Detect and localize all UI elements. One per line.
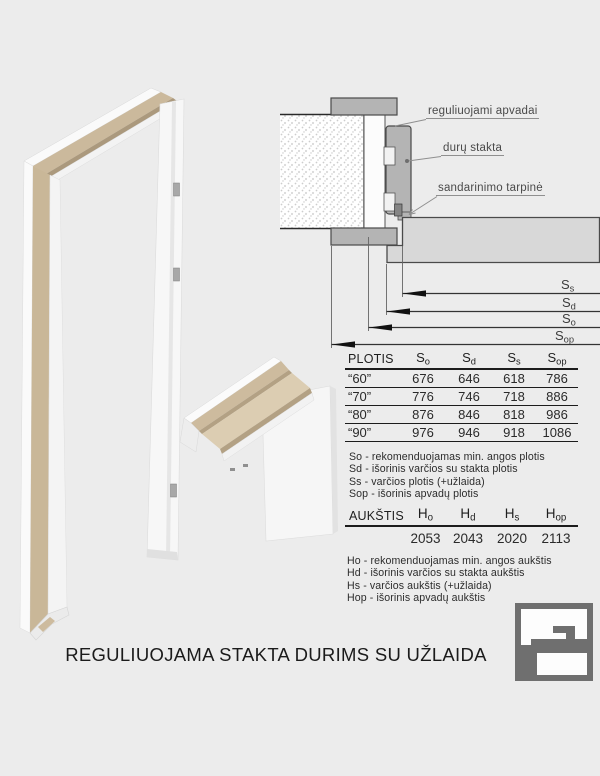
width-table-title: PLOTIS xyxy=(348,352,394,366)
dim-label-sop: $S_{op}$ xyxy=(555,328,575,345)
cell-sd: 746 xyxy=(458,389,480,404)
cell-ss: 718 xyxy=(503,389,525,404)
cell-hs: 2020 xyxy=(496,531,528,546)
width-table-header xyxy=(345,348,578,370)
cell-hop: 2113 xyxy=(541,531,571,546)
legend-line: So - rekomenduojamas min. angos plotis xyxy=(349,451,545,463)
table-row xyxy=(345,388,578,406)
height-table-values xyxy=(345,527,578,551)
width-table xyxy=(345,348,578,442)
cell-sd: 646 xyxy=(458,371,480,386)
cell-ss: 818 xyxy=(503,407,525,422)
col-header-so: $S_o$ xyxy=(416,349,430,366)
col-header-sd: $S_d$ xyxy=(462,349,476,366)
cell-so: 976 xyxy=(412,425,434,440)
height-table-header xyxy=(345,505,578,527)
cell-ss: 918 xyxy=(503,425,525,440)
callout-stakta-label: durų stakta xyxy=(443,142,503,154)
height-legend xyxy=(347,555,552,605)
legend-line: Sd - išorinis varčios su stakta plotis xyxy=(349,463,518,476)
legend-line: Hs - varčios aukštis (+užlaida) xyxy=(347,579,492,592)
dim-label-so: $S_o$ xyxy=(562,311,576,328)
row-size: “80” xyxy=(348,407,372,422)
cross-section-drawing xyxy=(280,98,600,263)
row-size: “70” xyxy=(348,389,372,404)
col-header-ss: $S_s$ xyxy=(507,349,521,366)
cell-sd: 846 xyxy=(458,407,480,422)
table-row xyxy=(345,370,578,388)
legend-line: Ss - varčios plotis (+užlaida) xyxy=(349,475,485,488)
col-header-sop: $S_{op}$ xyxy=(547,349,567,366)
cell-sop: 1086 xyxy=(542,425,572,440)
height-table-title: AUKŠTIS xyxy=(349,509,404,523)
col-header-hd: $H_d$ xyxy=(460,505,476,523)
frame-3d-render xyxy=(20,88,184,640)
cell-so: 776 xyxy=(412,389,434,404)
col-header-ho: $H_o$ xyxy=(417,505,434,523)
height-table xyxy=(345,505,578,551)
col-header-hop: $H_{op}$ xyxy=(545,505,567,523)
cell-hd: 2043 xyxy=(452,531,484,546)
row-size: “60” xyxy=(348,371,372,386)
brand-logo-icon xyxy=(518,606,590,678)
page-title: REGULIUOJAMA STAKTA DURIMS SU UŽLAIDA xyxy=(65,644,487,665)
callout-apvadai-label: reguliuojami apvadai xyxy=(428,105,538,117)
legend-line: Hd - išorinis varčios su stakta aukštis xyxy=(347,567,525,580)
table-row xyxy=(345,406,578,424)
cell-sop: 786 xyxy=(546,371,568,386)
width-legend xyxy=(349,451,545,501)
cell-sop: 986 xyxy=(546,407,568,422)
cell-sop: 886 xyxy=(546,389,568,404)
dim-label-sd: $S_d$ xyxy=(562,295,576,312)
cell-ho: 2053 xyxy=(410,531,441,546)
cell-sd: 946 xyxy=(458,425,480,440)
col-header-hs: $H_s$ xyxy=(504,505,520,523)
cell-so: 676 xyxy=(412,371,434,386)
row-size: “90” xyxy=(348,425,372,440)
profile-3d-render xyxy=(180,357,338,541)
legend-line: Hop - išorinis apvadų aukštis xyxy=(347,592,486,605)
dim-label-ss: $S_s$ xyxy=(561,277,575,294)
table-row xyxy=(345,424,578,442)
callout-tarpine-label: sandarinimo tarpinė xyxy=(438,182,543,194)
legend-line: Ho - rekomenduojamas min. angos aukštis xyxy=(347,555,552,567)
cell-so: 876 xyxy=(412,407,434,422)
legend-line: Sop - išorinis apvadų plotis xyxy=(349,488,479,501)
cell-ss: 618 xyxy=(503,371,525,386)
